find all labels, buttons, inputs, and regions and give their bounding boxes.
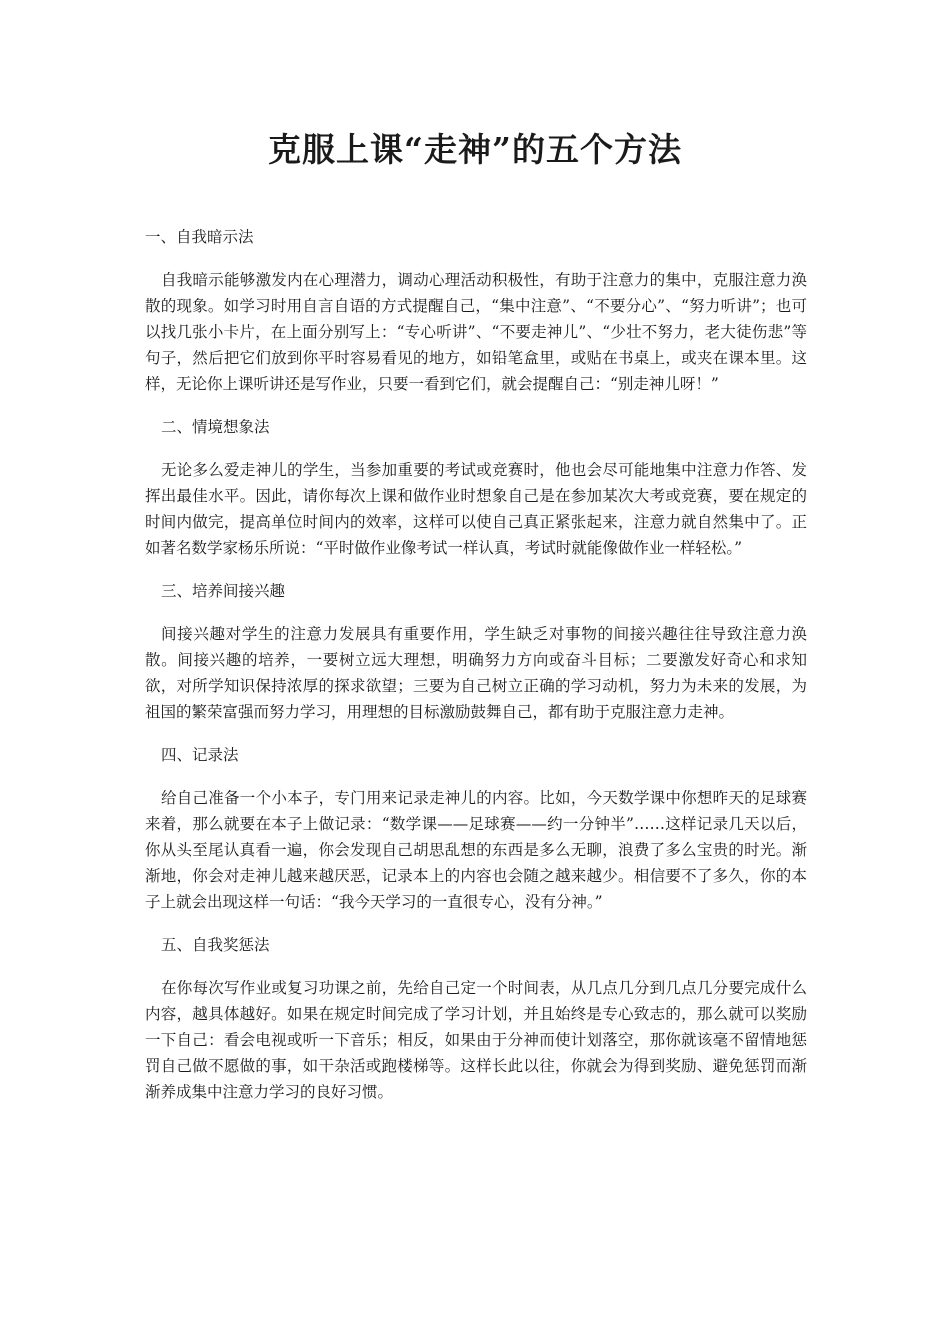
section-paragraph: 自我暗示能够激发内在心理潜力，调动心理活动积极性，有助于注意力的集中，克服注意力涣散的现象。如学习时用自言自语的方式提醒自己，“集中注意”、“不要分心”、“努力听讲”；也可以找几张小卡片，在上面分别写上：“专心听讲”、“不要走神儿”、“少壮不努力，老大徒伤悲”等句子，然后把它们放到你平时容易看见的地方，如铅笔盒里，或贴在书桌上，或夹在课本里。这样，无论你上课听讲还是写作业，只要一看到它们，就会提醒自己：“别走神儿呀！”: [145, 271, 807, 393]
section-paragraph: 给自己准备一个小本子，专门用来记录走神儿的内容。比如，今天数学课中你想昨天的足球赛来着，那么就要在本子上做记录：“数学课——足球赛——约一分钟半”……这样记录几天以后，你从头至尾认真看一遍，你会发现自己胡思乱想的东西是多么无聊，浪费了多么宝贵的时光。渐渐地，你会对走神儿越来越厌恶，记录本上的内容也会随之越来越少。相信要不了多久，你的本子上就会出现这样一句话：“我今天学习的一直很专心，没有分神。”: [145, 789, 807, 911]
document-title: 克服上课“走神”的五个方法: [268, 130, 682, 169]
section-heading: 四、记录法: [161, 746, 239, 764]
section-paragraph: 无论多么爱走神儿的学生，当参加重要的考试或竞赛时，他也会尽可能地集中注意力作答、发挥出最佳水平。因此，请你每次上课和做作业时想象自己是在参加某次大考或竞赛，要在规定的时间内做完，提高单位时间内的效率，这样可以使自己真正紧张起来，注意力就自然集中了。正如著名数学家杨乐所说：“平时做作业像考试一样认真，考试时就能像做作业一样轻松。”: [145, 461, 807, 557]
section-heading: 二、情境想象法: [161, 418, 270, 436]
section-heading: 五、自我奖惩法: [161, 936, 270, 954]
section-paragraph: 间接兴趣对学生的注意力发展具有重要作用，学生缺乏对事物的间接兴趣往往导致注意力涣散。间接兴趣的培养，一要树立远大理想，明确努力方向或奋斗目标；二要激发好奇心和求知欲，对所学知识保持浓厚的探求欲望；三要为自己树立正确的学习动机，努力为未来的发展，为祖国的繁荣富强而努力学习，用理想的目标激励鼓舞自己，都有助于克服注意力走神。: [145, 625, 807, 721]
section-paragraph: 在你每次写作业或复习功课之前，先给自己定一个时间表，从几点几分到几点几分要完成什么内容，越具体越好。如果在规定时间完成了学习计划，并且始终是专心致志的，那么就可以奖励一下自己：看会电视或听一下音乐；相反，如果由于分神而使计划落空，那你就该毫不留情地惩罚自己做不愿做的事，如干杂活或跑楼梯等。这样长此以往，你就会为得到奖励、避免惩罚而渐渐养成集中注意力学习的良好习惯。: [145, 979, 807, 1101]
document-body: [145, 224, 807, 1105]
section-heading: 三、培养间接兴趣: [161, 582, 286, 600]
section-heading: 一、自我暗示法: [145, 228, 254, 246]
